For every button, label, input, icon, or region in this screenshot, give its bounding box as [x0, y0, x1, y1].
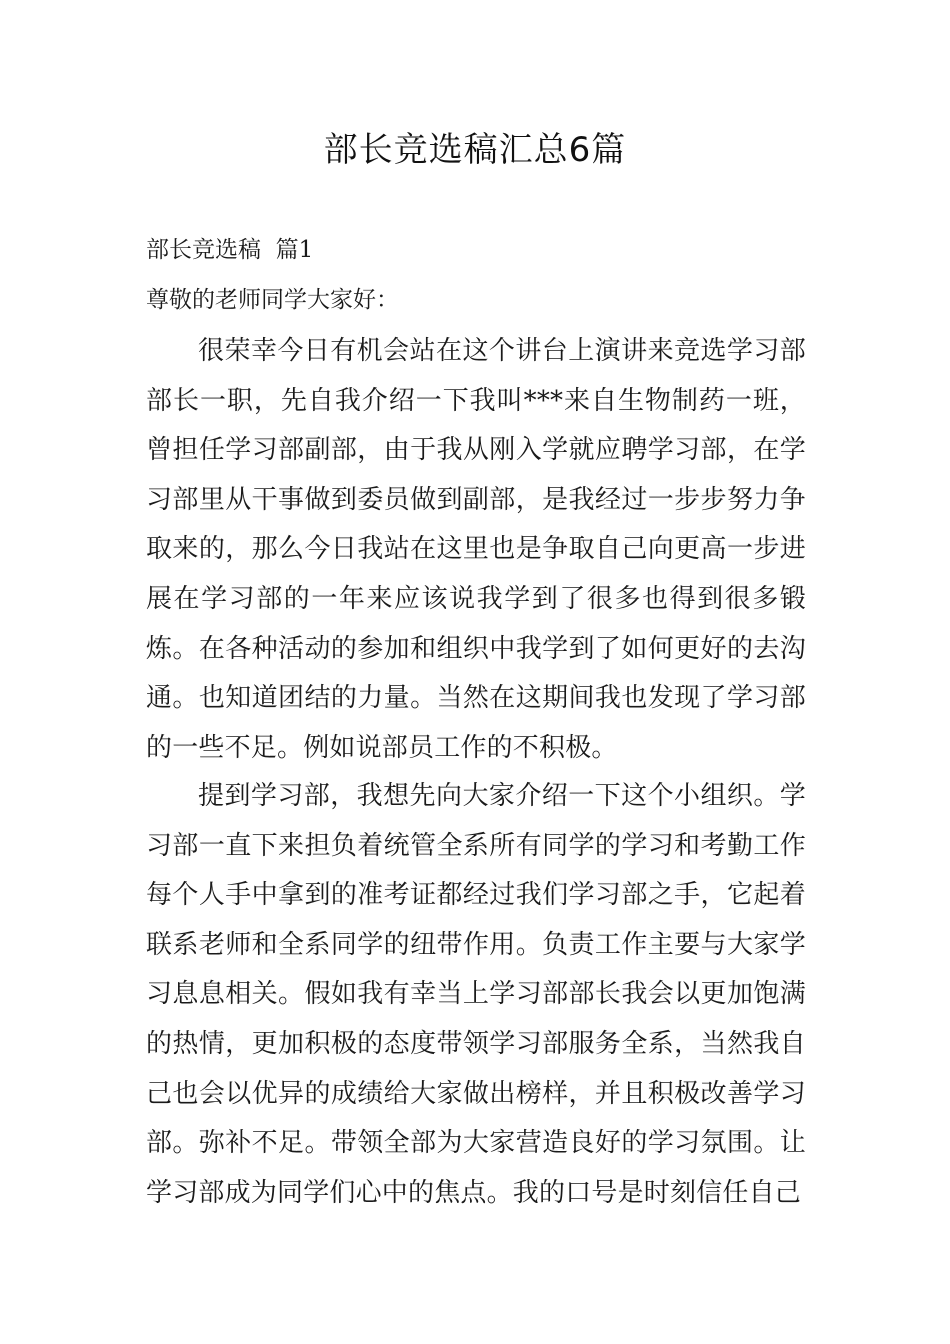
body-paragraph-2: 提到学习部，我想先向大家介绍一下这个小组织。学习部一直下来担负着统管全系所有同学的学习和考勤工作每个人手中拿到的准考证都经过我们学习部之手，它起着联系老师和全系同学的纽带作用。负责工作主要与大家学习息息相关。假如我有幸当上学习部部长我会以更加饱满的热情，更加积极的态度带领学习部服务全系，当然我自己也会以优异的成绩给大家做出榜样，并且积极改善学习部。弥补不足。带领全部为大家营造良好的学习氛围。让学习部成为同学们心中的焦点。我的口号是时刻信任自己 — [146, 781, 806, 1208]
section-heading: 部长竞选稿 篇1 — [146, 237, 314, 263]
document-title: 部长竞选稿汇总6篇 — [323, 130, 627, 170]
body-paragraph-1: 很荣幸今日有机会站在这个讲台上演讲来竞选学习部部长一职，先自我介绍一下我叫***来自生物制药一班，曾担任学习部副部，由于我从刚入学就应聘学习部，在学习部里从干事做到委员做到副部，是我经过一步步努力争取来的，那么今日我站在这里也是争取自己向更高一步进展在学习部的一年来应该说我学到了很多也得到很多锻炼。在各种活动的参加和组织中我学到了如何更好的去沟通。也知道团结的力量。当然在这期间我也发现了学习部的一些不足。例如说部员工作的不积极。 — [146, 336, 806, 763]
greeting-line: 尊敬的老师同学大家好： — [146, 287, 399, 313]
